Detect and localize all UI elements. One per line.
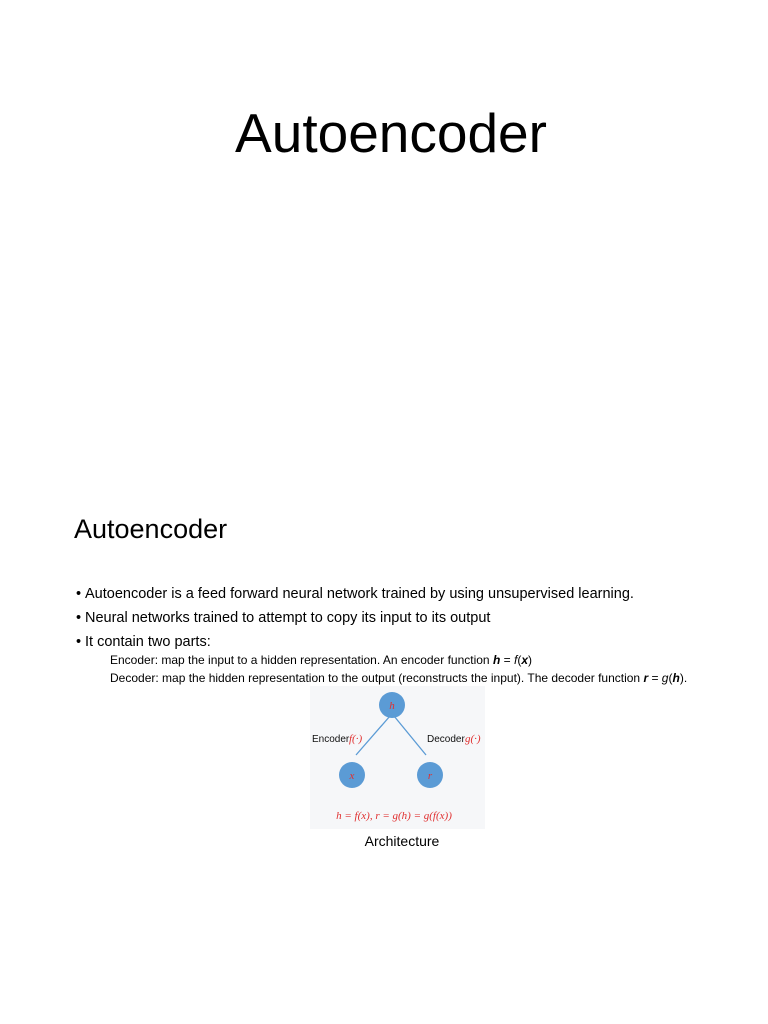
output-node-label: r (427, 770, 433, 782)
bullet-item (76, 606, 634, 630)
bullet-dot: • (76, 610, 82, 626)
bullet-item (76, 582, 634, 606)
bullet-dot: • (76, 586, 82, 602)
decoder-label: Decoder (427, 734, 465, 745)
input-node-label: x (349, 770, 355, 782)
hidden-node-label: h (389, 700, 395, 712)
bullet-list (76, 582, 634, 654)
section-title: Autoencoder (74, 514, 228, 544)
bullet-text: It contain two parts: (85, 634, 211, 650)
decoder-function: g(·) (465, 733, 481, 745)
decoder-description: Decoder: map the hidden representation to the output (reconstructs the input). The decoder function r = g(h). (110, 671, 688, 685)
encoder-label: Encoder (312, 734, 350, 745)
decoder-edge (394, 716, 426, 755)
encoder-function: f(·) (349, 733, 363, 745)
encoder-description: Encoder: map the input to a hidden representation. An encoder function h = f(x) (110, 653, 532, 667)
diagram-caption: Architecture (364, 833, 440, 849)
bullet-text: Autoencoder is a feed forward neural network trained by using unsupervised learning. (85, 586, 634, 602)
architecture-formula: h = f(x), r = g(h) = g(f(x)) (336, 810, 452, 822)
architecture-svg (310, 686, 485, 829)
bullet-dot: • (76, 634, 82, 650)
architecture-diagram (310, 686, 485, 829)
sub-item-list (110, 651, 687, 687)
bullet-text: Neural networks trained to attempt to copy its input to its output (85, 610, 491, 626)
slide-title: Autoencoder (235, 102, 547, 164)
